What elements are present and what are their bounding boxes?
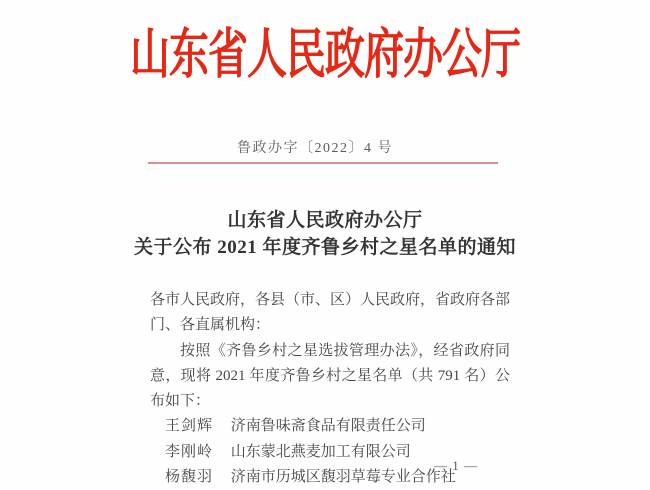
agency-letterhead: 山东省人民政府办公厅: [130, 23, 520, 85]
salutation-paragraph: 各市人民政府，各县（市、区）人民政府，省政府各部门、各直属机构：: [150, 292, 511, 334]
document-number: 鲁政办字〔2022〕4 号: [237, 141, 393, 156]
intro-paragraph: 按照《齐鲁乡村之星选拔管理办法》，经省政府同意，现将 2021 年度齐鲁乡村之星名单（共 791 名）公布如下：: [150, 342, 510, 410]
awardee-name: 杨馥羽: [165, 469, 214, 486]
awardee-name: 李刚岭: [165, 443, 214, 460]
awardee-organization: 济南市历城区馥羽草莓专业合作社: [230, 469, 456, 486]
awardee-organization: 山东蒙北燕麦加工有限公司: [230, 443, 411, 460]
document-title-line2: 关于公布 2021 年度齐鲁乡村之星名单的通知: [133, 237, 516, 258]
awardee-organization: 济南鲁味斋食品有限责任公司: [230, 418, 426, 435]
document-title: [0, 207, 650, 261]
page-number: — 1 —: [434, 458, 478, 473]
document-title-line1: 山东省人民政府办公厅: [227, 210, 423, 231]
awardee-list-item: [150, 414, 510, 439]
letterhead-divider-rule: [148, 162, 498, 164]
awardee-name: 王剑辉: [165, 418, 214, 435]
